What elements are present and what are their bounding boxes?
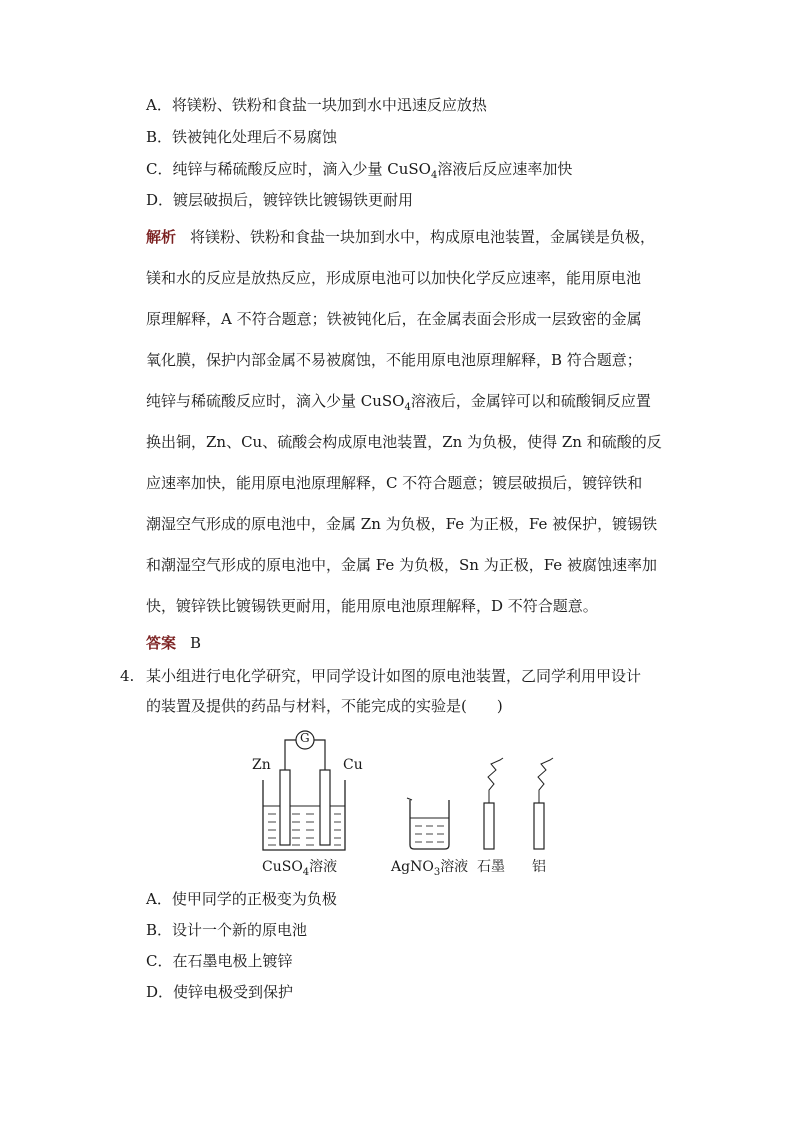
option-3d: D．镀层破损后，镀锌铁比镀锡铁更耐用	[146, 191, 414, 209]
cu-label: Cu	[343, 757, 363, 773]
option-4b: B．设计一个新的原电池	[146, 921, 308, 939]
agno3-label: AgNO$_3$溶液	[391, 859, 469, 878]
analysis-line-6: 换出铜，Zn、Cu、硫酸会构成原电池装置，Zn 为负极，使得 Zn 和硫酸的反	[146, 433, 662, 451]
analysis-line-9: 和潮湿空气形成的原电池中，金属 Fe 为负极，Sn 为正极，Fe 被腐蚀速率加	[146, 556, 657, 574]
question-4-line-2: 的装置及提供的药品与材料，不能完成的实验是( )	[146, 697, 503, 715]
zn-electrode	[280, 770, 290, 845]
analysis-line-1: 解析 将镁粉、铁粉和食盐一块加到水中，构成原电池装置，金属镁是负极，	[146, 228, 656, 246]
option-4a: A．使甲同学的正极变为负极	[146, 890, 337, 908]
option-3c: C．纯锌与稀硫酸反应时，滴入少量 CuSO$_4$溶液后反应速率加快	[146, 160, 573, 181]
main-beaker	[263, 780, 345, 850]
aluminum-rod	[534, 803, 544, 849]
answer-value: B	[190, 634, 202, 652]
agno3-solution-dashes	[415, 826, 444, 842]
analysis-line-4: 氧化膜，保护内部金属不易被腐蚀，不能用原电池原理解释，B 符合题意；	[146, 351, 642, 369]
zn-label: Zn	[252, 757, 271, 773]
analysis-line-7: 应速率加快，能用原电池原理解释，C 不符合题意；镀层破损后，镀锌铁和	[146, 474, 643, 492]
analysis-line-5: 纯锌与稀硫酸反应时，滴入少量 CuSO$_4$溶液后，金属锌可以和硫酸铜反应置	[146, 392, 651, 413]
question-4-line-1: 某小组进行电化学研究，甲同学设计如图的原电池装置，乙同学利用甲设计	[146, 667, 642, 685]
option-3b: B．铁被钝化处理后不易腐蚀	[146, 128, 338, 146]
aluminum-label: 铝	[532, 859, 546, 875]
option-3a: A．将镁粉、铁粉和食盐一块加到水中迅速反应放热	[146, 96, 487, 114]
graphite-rod	[484, 803, 494, 849]
question-4-number: 4.	[120, 667, 135, 685]
analysis-line-8: 潮湿空气形成的原电池中，金属 Zn 为负极，Fe 为正极，Fe 被保护，镀锡铁	[146, 515, 658, 533]
galvanometer-label: G	[300, 731, 310, 745]
analysis-label: 解析	[146, 228, 177, 246]
graphite-wire	[488, 758, 503, 803]
graphite-label: 石墨	[477, 859, 505, 875]
cuso4-label: CuSO$_4$溶液	[262, 859, 338, 878]
answer-label: 答案	[146, 634, 177, 652]
option-4d: D．使锌电极受到保护	[146, 983, 294, 1001]
cu-electrode	[320, 770, 330, 845]
analysis-line-3: 原理解释，A 不符合题意；铁被钝化后，在金属表面会形成一层致密的金属	[146, 310, 642, 328]
aluminum-wire	[538, 758, 553, 803]
option-4c: C．在石墨电极上镀锌	[146, 952, 293, 970]
analysis-line-10: 快，镀锌铁比镀锡铁更耐用，能用原电池原理解释，D 不符合题意。	[146, 597, 598, 615]
analysis-line-2: 镁和水的反应是放热反应，形成原电池可以加快化学反应速率，能用原电池	[146, 269, 642, 287]
